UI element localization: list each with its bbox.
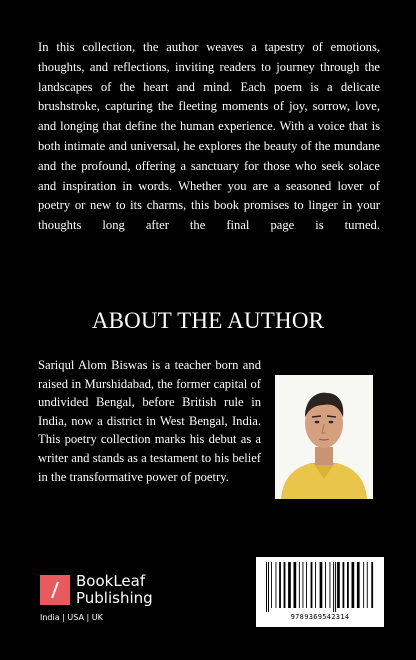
author-photo	[275, 375, 373, 499]
back-cover-blurb: In this collection, the author weaves a tapestry of emotions, thoughts, and reflections, inviting readers to journey through the landscapes of the heart and mind. Each poem is a delicate brushstroke, capturing the fleeting moments of joy, sorrow, love, and longing that define the human experience. With a voice that is both intimate and universal, he explores the beauty of the mundane and the profound, offering a sanctuary for those who seek solace and inspiration in words. Whether you are a seasoned lover of poetry or new to its charms, this book promises to linger in your thoughts long after the final page is turned.	[38, 40, 380, 233]
about-author-heading: ABOUT THE AUTHOR	[91, 308, 325, 333]
publisher-regions: India | USA | UK	[40, 613, 103, 622]
barcode-bar	[279, 562, 281, 608]
barcode-bar	[268, 562, 269, 612]
barcode-bar	[357, 562, 360, 608]
isbn-number: 9789369542314	[290, 613, 350, 621]
slash-icon	[40, 575, 70, 605]
barcode-bar	[315, 562, 316, 608]
barcode-bar	[299, 562, 300, 608]
isbn-barcode	[256, 557, 384, 627]
barcode-bar	[335, 562, 336, 612]
publisher-name-line2: Publishing	[76, 589, 153, 607]
barcode-bar	[276, 562, 277, 608]
barcode-bar	[325, 562, 326, 608]
author-bio: Sariqul Alom Biswas is a teacher born and raised in Murshidabad, the former capital of undivided Bengal, before British rule in India, now a district in West Bengal, India. This poetry collection marks his debut as a writer and stands as a testament to his belief in the transformative power of poetry.	[38, 358, 261, 484]
barcode-bar	[330, 562, 331, 608]
barcode-bar	[311, 562, 313, 608]
barcode-bar	[284, 562, 286, 608]
barcode-bar	[303, 562, 304, 608]
barcode-bar	[320, 562, 323, 608]
barcode-bar	[352, 562, 355, 608]
publisher-logo	[40, 573, 170, 633]
publisher-name-line1: BookLeaf	[76, 572, 146, 590]
barcode-bar	[337, 562, 340, 608]
barcode-bar	[306, 562, 307, 608]
barcode-bar	[371, 562, 373, 608]
barcode-bars	[264, 562, 376, 612]
barcode-bar	[347, 562, 349, 608]
barcode-bar	[288, 562, 291, 608]
barcode-bar	[343, 562, 345, 608]
barcode-bar	[333, 562, 334, 612]
barcode-bar	[363, 562, 364, 608]
barcode-bar	[271, 562, 272, 608]
barcode-bar	[367, 562, 368, 608]
barcode-bar	[294, 562, 297, 608]
barcode-bar	[266, 562, 267, 612]
